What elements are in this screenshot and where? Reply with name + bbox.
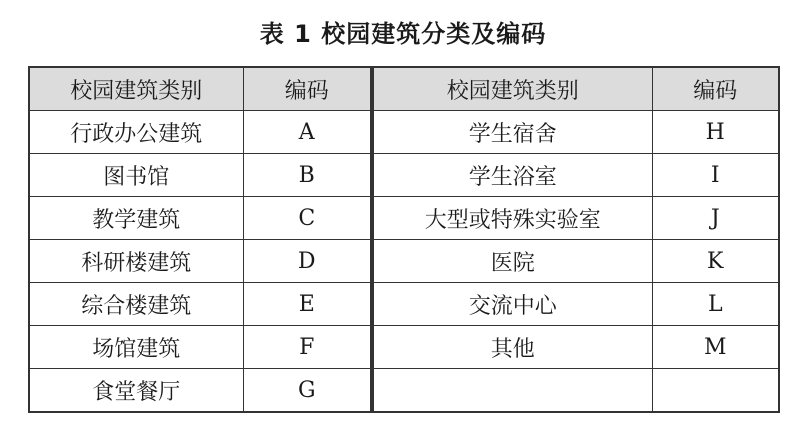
left-category-cell: 综合楼建筑 [29, 283, 243, 326]
table-row [29, 111, 779, 154]
table-row [29, 197, 779, 240]
right-code-cell: H [652, 111, 779, 154]
header-left-code: 编码 [243, 67, 372, 111]
left-category-cell: 教学建筑 [29, 197, 243, 240]
right-code-cell: M [652, 326, 779, 369]
header-right-category: 校园建筑类别 [372, 67, 652, 111]
right-code-cell: L [652, 283, 779, 326]
building-code-table [28, 66, 780, 413]
right-category-cell: 医院 [372, 240, 652, 283]
right-code-cell: I [652, 154, 779, 197]
table-row [29, 154, 779, 197]
right-category-cell: 大型或特殊实验室 [372, 197, 652, 240]
left-category-cell: 行政办公建筑 [29, 111, 243, 154]
table-caption: 表 1 校园建筑分类及编码 [259, 20, 547, 48]
table-row [29, 240, 779, 283]
left-code-cell: B [243, 154, 372, 197]
left-code-cell: E [243, 283, 372, 326]
right-code-cell: J [652, 197, 779, 240]
right-category-cell [372, 369, 652, 413]
right-category-cell: 学生宿舍 [372, 111, 652, 154]
table-row [29, 326, 779, 369]
left-category-cell: 食堂餐厅 [29, 369, 243, 413]
right-category-cell: 其他 [372, 326, 652, 369]
left-code-cell: A [243, 111, 372, 154]
right-code-cell [652, 369, 779, 413]
table-header-row [29, 67, 779, 111]
table-container [28, 66, 778, 413]
table-row [29, 369, 779, 413]
right-category-cell: 学生浴室 [372, 154, 652, 197]
left-category-cell: 科研楼建筑 [29, 240, 243, 283]
left-code-cell: G [243, 369, 372, 413]
left-code-cell: C [243, 197, 372, 240]
left-code-cell: F [243, 326, 372, 369]
left-category-cell: 场馆建筑 [29, 326, 243, 369]
header-left-category: 校园建筑类别 [29, 67, 243, 111]
table-row [29, 283, 779, 326]
right-code-cell: K [652, 240, 779, 283]
left-category-cell: 图书馆 [29, 154, 243, 197]
header-right-code: 编码 [652, 67, 779, 111]
right-category-cell: 交流中心 [372, 283, 652, 326]
left-code-cell: D [243, 240, 372, 283]
